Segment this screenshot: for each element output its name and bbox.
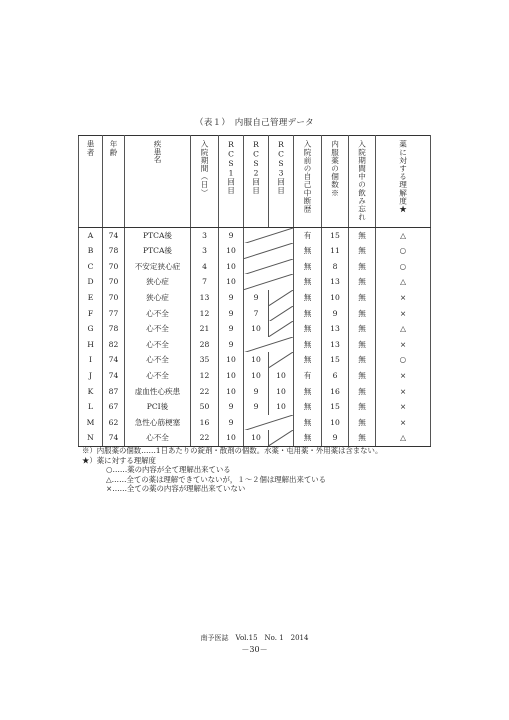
header-rcs1	[219, 136, 244, 228]
empty-rcs-cell	[244, 259, 294, 275]
cell-understanding: ○	[376, 243, 431, 259]
cell-patient: L	[79, 399, 103, 415]
empty-rcs-cell	[244, 227, 294, 243]
page-number: －30－	[241, 645, 268, 654]
header-forgetting-label: 入院期間中の飲み忘れ	[357, 140, 367, 221]
cell-interrupt: 無	[294, 415, 322, 431]
cell-interrupt: 無	[294, 399, 322, 415]
cell-disease: 狭心症	[125, 274, 191, 290]
cell-days: 13	[191, 290, 219, 306]
cell-disease: 心不全	[125, 321, 191, 337]
cell-interrupt: 無	[294, 259, 322, 275]
cell-forget: 無	[349, 259, 376, 275]
cell-disease: PCI後	[125, 399, 191, 415]
cell-patient: B	[79, 243, 103, 259]
cell-days: 3	[191, 243, 219, 259]
cell-patient: E	[79, 290, 103, 306]
cell-age: 78	[103, 243, 125, 259]
cell-rcs1: 9	[219, 306, 244, 322]
table-row	[79, 337, 431, 353]
cell-age: 78	[103, 321, 125, 337]
cell-rcs1: 10	[219, 274, 244, 290]
cell-rcs1: 10	[219, 368, 244, 384]
header-rcs2-label: RCS2回目	[251, 140, 261, 195]
cell-days: 12	[191, 306, 219, 322]
cell-forget: 無	[349, 274, 376, 290]
cell-interrupt: 無	[294, 290, 322, 306]
cell-understanding: ○	[376, 352, 431, 368]
cell-rcs1: 9	[219, 290, 244, 306]
cell-age: 70	[103, 274, 125, 290]
cell-disease: 心不全	[125, 368, 191, 384]
cell-understanding: ×	[376, 337, 431, 353]
empty-rcs-cell	[244, 243, 294, 259]
cell-patient: D	[79, 274, 103, 290]
cell-rcs2: 10	[244, 352, 269, 368]
cell-patient: J	[79, 368, 103, 384]
header-rcs1-label: RCS1回目	[226, 140, 236, 195]
table-row	[79, 243, 431, 259]
cell-count: 15	[322, 227, 349, 243]
cell-disease: PTCA後	[125, 227, 191, 243]
cell-forget: 無	[349, 399, 376, 415]
cell-rcs1: 9	[219, 227, 244, 243]
note-understanding-full: ○……薬の内容が全て理解出来ている	[106, 465, 231, 475]
cell-rcs2: 10	[244, 368, 269, 384]
cell-age: 74	[103, 430, 125, 446]
cell-rcs3: 10	[269, 384, 294, 400]
empty-rcs-cell	[269, 321, 294, 337]
cell-rcs3: 10	[269, 368, 294, 384]
table-row	[79, 384, 431, 400]
table-header-row	[79, 136, 431, 228]
cell-interrupt: 無	[294, 352, 322, 368]
cell-days: 3	[191, 227, 219, 243]
cell-rcs3: 10	[269, 399, 294, 415]
cell-understanding: ×	[376, 415, 431, 431]
table-row	[79, 274, 431, 290]
cell-interrupt: 有	[294, 227, 322, 243]
cell-interrupt: 無	[294, 384, 322, 400]
cell-patient: I	[79, 352, 103, 368]
cell-forget: 無	[349, 415, 376, 431]
cell-age: 67	[103, 399, 125, 415]
cell-count: 9	[322, 430, 349, 446]
cell-age: 62	[103, 415, 125, 431]
cell-disease: 心不全	[125, 352, 191, 368]
empty-rcs-cell	[244, 274, 294, 290]
cell-rcs2: 9	[244, 399, 269, 415]
cell-age: 77	[103, 306, 125, 322]
cell-count: 10	[322, 290, 349, 306]
cell-disease: 急性心筋梗塞	[125, 415, 191, 431]
cell-disease: 狭心症	[125, 290, 191, 306]
cell-rcs1: 10	[219, 243, 244, 259]
table-row	[79, 259, 431, 275]
header-patient-label: 患者	[86, 140, 95, 157]
cell-forget: 無	[349, 430, 376, 446]
cell-rcs1: 9	[219, 321, 244, 337]
cell-patient: C	[79, 259, 103, 275]
cell-interrupt: 無	[294, 274, 322, 290]
empty-rcs-cell	[269, 306, 294, 322]
cell-count: 15	[322, 399, 349, 415]
cell-rcs1: 10	[219, 352, 244, 368]
cell-understanding: ×	[376, 306, 431, 322]
table-row	[79, 290, 431, 306]
cell-understanding: △	[376, 274, 431, 290]
cell-understanding: ×	[376, 368, 431, 384]
cell-rcs1: 9	[219, 415, 244, 431]
cell-interrupt: 無	[294, 321, 322, 337]
header-interruption	[294, 136, 322, 228]
cell-count: 11	[322, 243, 349, 259]
note-understanding-title: ★）薬に対する理解度	[82, 455, 156, 465]
cell-days: 28	[191, 337, 219, 353]
header-disease	[125, 136, 191, 228]
cell-disease: 心不全	[125, 306, 191, 322]
cell-age: 74	[103, 368, 125, 384]
cell-age: 70	[103, 290, 125, 306]
table-row	[79, 430, 431, 446]
header-med-count-label: 内服薬の個数※	[330, 140, 340, 197]
cell-interrupt: 無	[294, 306, 322, 322]
cell-interrupt: 無	[294, 243, 322, 259]
table-row	[79, 227, 431, 243]
header-med-count	[322, 136, 349, 228]
cell-count: 15	[322, 352, 349, 368]
table-row	[79, 368, 431, 384]
cell-understanding: △	[376, 321, 431, 337]
table-row	[79, 415, 431, 431]
cell-days: 12	[191, 368, 219, 384]
cell-rcs1: 9	[219, 399, 244, 415]
table-caption: （表１） 内服自己管理データ	[195, 118, 314, 128]
cell-days: 22	[191, 384, 219, 400]
table-row	[79, 399, 431, 415]
cell-forget: 無	[349, 306, 376, 322]
cell-forget: 無	[349, 368, 376, 384]
empty-rcs-cell	[269, 352, 294, 368]
note-medication-count: ※）内服薬の個数……1日あたりの錠剤・散剤の個数。水薬・屯用薬・外用薬は含まない。	[82, 446, 383, 455]
cell-rcs1: 10	[219, 259, 244, 275]
header-patient	[79, 136, 103, 228]
header-rcs3	[269, 136, 294, 228]
cell-age: 74	[103, 227, 125, 243]
cell-understanding: ×	[376, 384, 431, 400]
medication-table	[78, 135, 431, 447]
cell-understanding: △	[376, 227, 431, 243]
table-row	[79, 352, 431, 368]
table-notes	[82, 446, 462, 494]
cell-interrupt: 有	[294, 368, 322, 384]
cell-interrupt: 無	[294, 337, 322, 353]
cell-patient: G	[79, 321, 103, 337]
cell-rcs2: 7	[244, 306, 269, 322]
header-forgetting	[349, 136, 376, 228]
cell-rcs1: 9	[219, 337, 244, 353]
cell-understanding: ×	[376, 290, 431, 306]
cell-days: 21	[191, 321, 219, 337]
header-understanding-label: 薬に対する理解度★	[398, 140, 408, 213]
cell-rcs1: 10	[219, 430, 244, 446]
cell-days: 7	[191, 274, 219, 290]
cell-count: 10	[322, 415, 349, 431]
cell-days: 50	[191, 399, 219, 415]
cell-patient: K	[79, 384, 103, 400]
cell-disease: 心不全	[125, 430, 191, 446]
note-understanding-partial: △……全ての薬は理解できていないが，１～２個は理解出来ている	[106, 474, 327, 484]
header-disease-label: 疾患名	[153, 140, 162, 163]
cell-interrupt: 無	[294, 430, 322, 446]
note-understanding-none: ×……全ての薬の内容が理解出来ていない	[106, 484, 246, 494]
cell-rcs2: 9	[244, 290, 269, 306]
journal-footer: 南予医誌 Vol.15 No. 1 2014	[200, 634, 309, 642]
cell-age: 82	[103, 337, 125, 353]
cell-forget: 無	[349, 290, 376, 306]
cell-days: 4	[191, 259, 219, 275]
header-interruption-label: 入院前の自己中断歴	[303, 140, 312, 213]
empty-rcs-cell	[269, 290, 294, 306]
cell-forget: 無	[349, 337, 376, 353]
cell-count: 13	[322, 337, 349, 353]
table-body	[79, 227, 431, 446]
cell-forget: 無	[349, 243, 376, 259]
table-row	[79, 321, 431, 337]
cell-disease: PTCA後	[125, 243, 191, 259]
cell-age: 70	[103, 259, 125, 275]
cell-forget: 無	[349, 321, 376, 337]
header-rcs2	[244, 136, 269, 228]
cell-rcs2: 9	[244, 384, 269, 400]
cell-count: 13	[322, 321, 349, 337]
header-understanding	[376, 136, 431, 228]
cell-age: 74	[103, 352, 125, 368]
cell-patient: A	[79, 227, 103, 243]
cell-disease: 心不全	[125, 337, 191, 353]
empty-rcs-cell	[244, 337, 294, 353]
cell-forget: 無	[349, 384, 376, 400]
cell-understanding: △	[376, 430, 431, 446]
cell-disease: 虚血性心疾患	[125, 384, 191, 400]
cell-patient: H	[79, 337, 103, 353]
cell-days: 16	[191, 415, 219, 431]
empty-rcs-cell	[269, 430, 294, 446]
cell-count: 13	[322, 274, 349, 290]
cell-understanding: ○	[376, 259, 431, 275]
header-age-label: 年齢	[109, 140, 118, 157]
cell-forget: 無	[349, 227, 376, 243]
cell-rcs2: 10	[244, 321, 269, 337]
header-rcs3-label: RCS3回目	[276, 140, 286, 195]
cell-patient: F	[79, 306, 103, 322]
cell-patient: N	[79, 430, 103, 446]
cell-patient: M	[79, 415, 103, 431]
cell-understanding: ×	[376, 399, 431, 415]
header-age	[103, 136, 125, 228]
cell-rcs1: 10	[219, 384, 244, 400]
cell-rcs2: 10	[244, 430, 269, 446]
cell-count: 9	[322, 306, 349, 322]
cell-count: 16	[322, 384, 349, 400]
header-days-label: 入院期間（日）	[200, 140, 209, 197]
cell-count: 8	[322, 259, 349, 275]
cell-days: 22	[191, 430, 219, 446]
empty-rcs-cell	[244, 415, 294, 431]
header-days	[191, 136, 219, 228]
cell-count: 6	[322, 368, 349, 384]
cell-days: 35	[191, 352, 219, 368]
cell-age: 87	[103, 384, 125, 400]
table-row	[79, 306, 431, 322]
cell-forget: 無	[349, 352, 376, 368]
cell-disease: 不安定狭心症	[125, 259, 191, 275]
